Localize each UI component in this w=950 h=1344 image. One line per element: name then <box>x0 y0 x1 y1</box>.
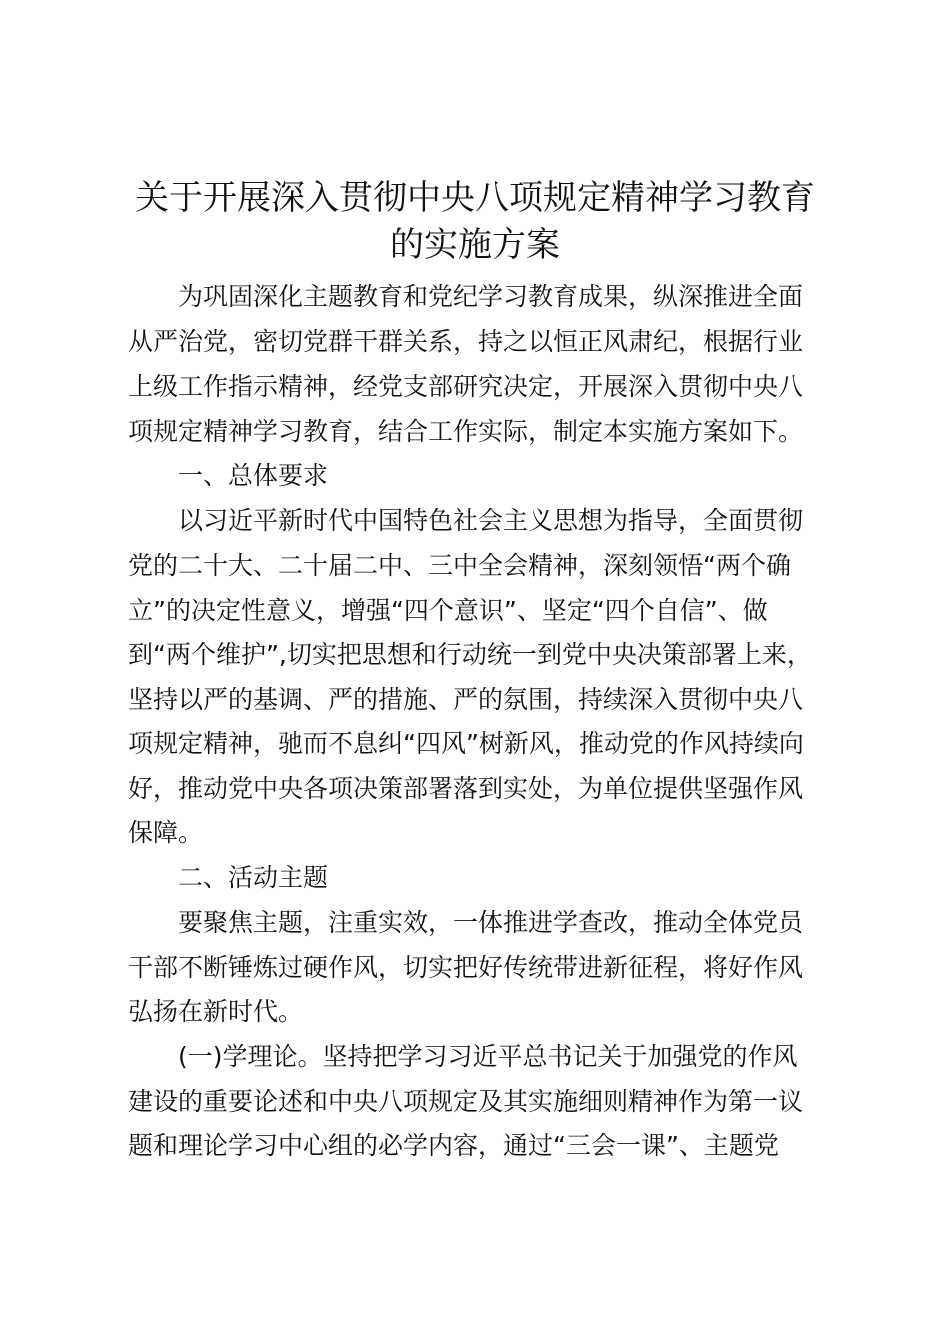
body-line: 以习近平新时代中国特色社会主义思想为指导，全面贯彻 <box>128 506 804 535</box>
body-line: 立”的决定性意义，增强“四个意识”、坚定“四个自信”、做 <box>128 596 768 625</box>
body-line: 为巩固深化主题教育和党纪学习教育成果，纵深推进全面 <box>128 282 804 311</box>
document-title-line-1: 关于开展深入贯彻中央八项规定精神学习教育 <box>135 178 815 218</box>
body-line: 好，推动党中央各项决策部署落到实处，为单位提供坚强作风 <box>128 774 804 803</box>
body-line: 干部不断锤炼过硬作风，切实把好传统带进新征程，将好作风 <box>128 953 804 982</box>
body-line: 弘扬在新时代。 <box>128 997 304 1026</box>
body-line: 坚持以严的基调、严的措施、严的氛围，持续深入贯彻中央八 <box>128 685 804 714</box>
body-line: 党的二十大、二十届二中、三中全会精神，深刻领悟“两个确 <box>128 551 791 580</box>
body-line: 项规定精神，驰而不息纠“四风”树新风，推动党的作风持续向 <box>128 729 804 758</box>
body-line: 到“两个维护”,切实把思想和行动统一到党中央决策部署上来， <box>128 640 812 669</box>
body-line: 建设的重要论述和中央八项规定及其实施细则精神作为第一议 <box>128 1087 804 1116</box>
section-heading-2: 二、活动主题 <box>128 863 329 892</box>
subsection-line: (一)学理论。坚持把学习习近平总书记关于加强党的作风 <box>128 1042 798 1071</box>
document-title-line-2: 的实施方案 <box>390 225 560 265</box>
body-line: 上级工作指示精神，经党支部研究决定，开展深入贯彻中央八 <box>128 372 804 401</box>
body-line: 项规定精神学习教育，结合工作实际，制定本实施方案如下。 <box>128 417 804 446</box>
body-line: 要聚焦主题，注重实效，一体推进学查改，推动全体党员 <box>128 908 804 937</box>
body-line: 题和理论学习中心组的必学内容，通过“三会一课”、主题党 <box>128 1131 779 1160</box>
section-heading-1: 一、总体要求 <box>128 461 329 490</box>
body-line: 保障。 <box>128 818 204 847</box>
body-line: 从严治党，密切党群干群关系，持之以恒正风肃纪，根据行业 <box>128 327 804 356</box>
